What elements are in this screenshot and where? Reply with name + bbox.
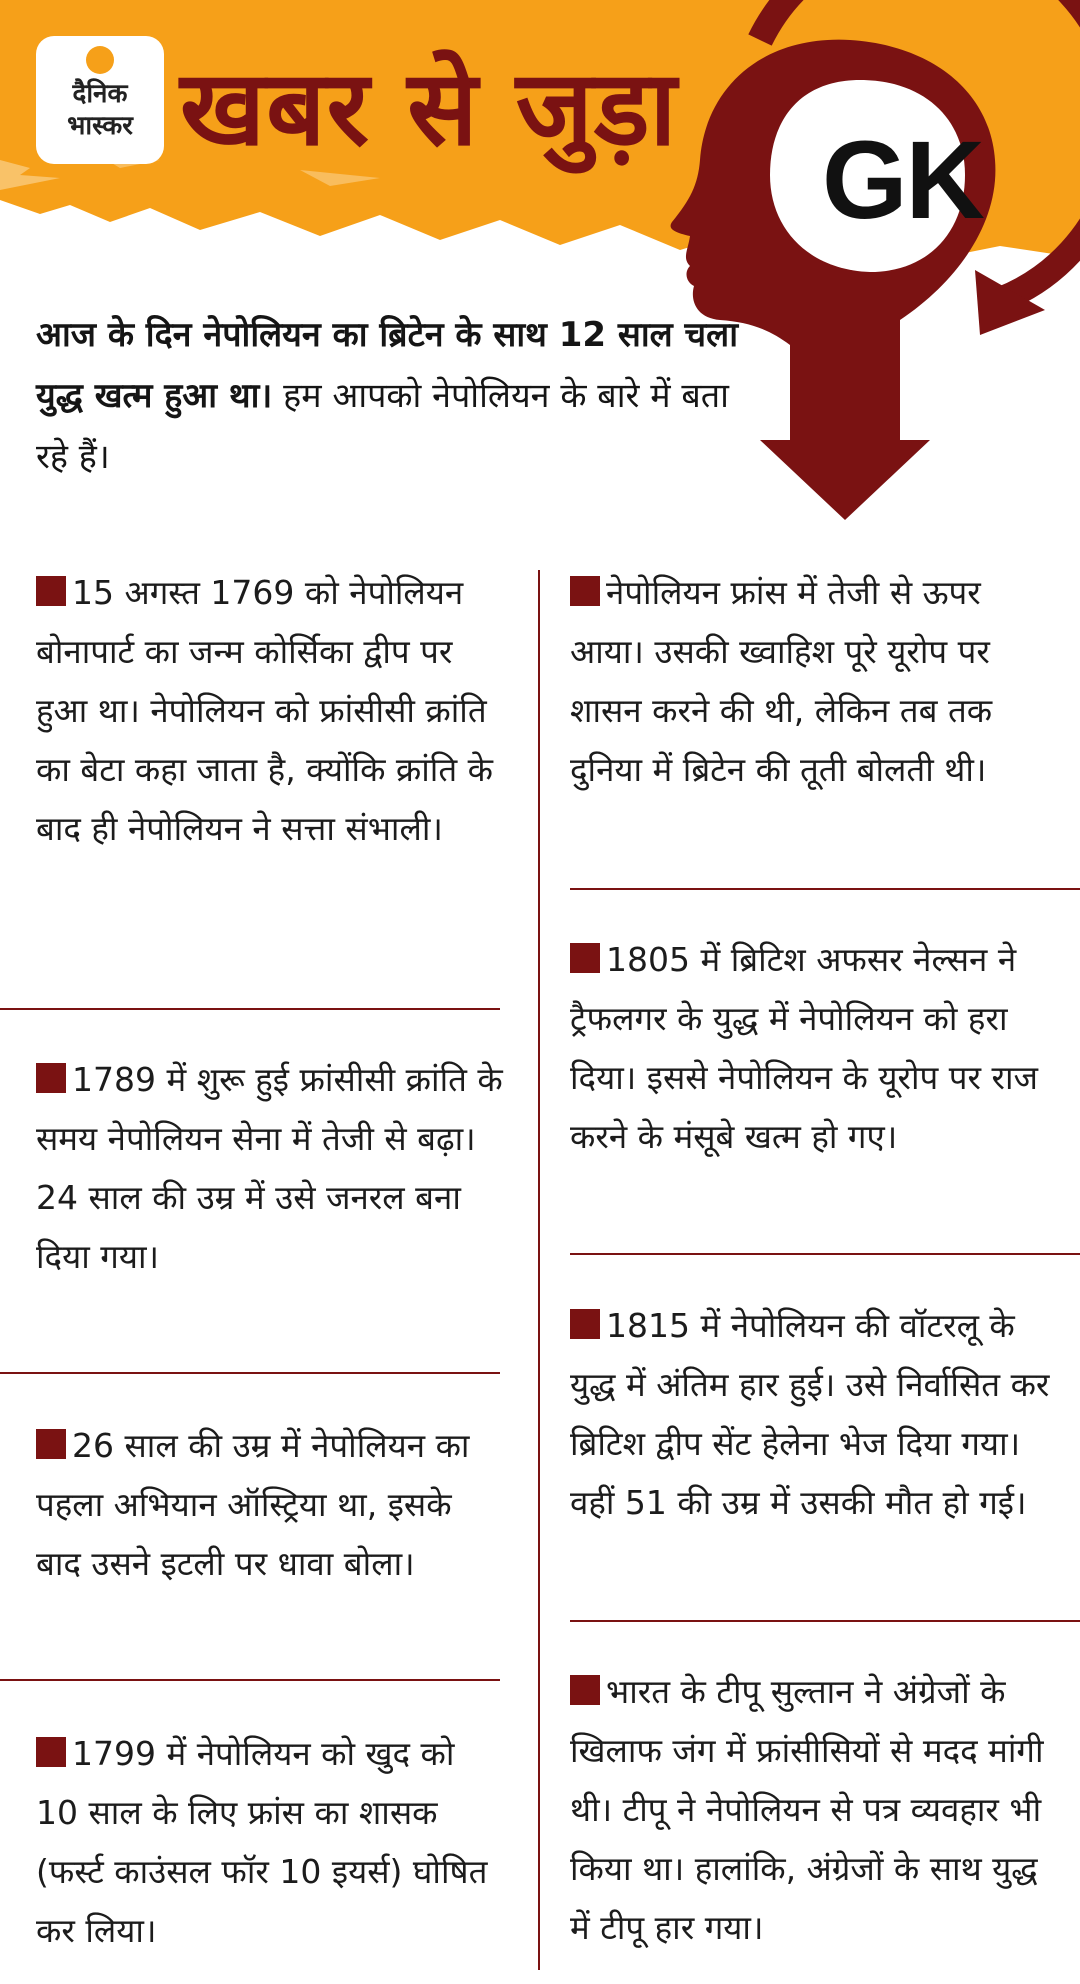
fact-text: 1799 में नेपोलियन को खुद को 10 साल के लिए फ्रांस का शासक (फर्स्ट काउंसल फॉर 10 इयर्स) घोषित कर लिया। [36, 1734, 488, 1950]
right-divider-2 [570, 1253, 1080, 1255]
fact-text: 26 साल की उम्र में नेपोलियन का पहला अभियान ऑस्ट्रिया था, इसके बाद उसने इटली पर धावा बोला। [36, 1426, 470, 1583]
square-bullet-icon [570, 576, 600, 606]
left-divider-3 [0, 1679, 500, 1681]
fact-text: भारत के टीपू सुल्तान ने अंग्रेजों के खिलाफ जंग में फ्रांसीसियों से मदद मांगी थी। टीपू ने नेपोलियन से पत्र व्यवहार भी किया था। हालांकि, अंग्रेजों के साथ युद्ध में टीपू हार गया। [570, 1672, 1044, 1947]
fact-item [570, 1296, 1060, 1532]
fact-item [570, 563, 1060, 799]
fact-item [36, 1050, 506, 1286]
intro-bold-text: आज के दिन नेपोलियन का ब्रिटेन के साथ 12 साल चला युद्ध खत्म हुआ था। [36, 315, 738, 416]
square-bullet-icon [570, 1309, 600, 1339]
right-divider-1 [570, 888, 1080, 890]
fact-item [36, 1416, 506, 1593]
fact-item [570, 930, 1060, 1166]
fact-item [36, 1724, 506, 1960]
left-divider-1 [0, 1008, 500, 1010]
intro-paragraph [36, 305, 756, 488]
fact-text: नेपोलियन फ्रांस में तेजी से ऊपर आया। उसकी ख्वाहिश पूरे यूरोप पर शासन करने की थी, लेकिन तब तक दुनिया में ब्रिटेन की तूती बोलती थी। [570, 573, 993, 789]
square-bullet-icon [570, 1675, 600, 1705]
gk-label: GK [822, 119, 983, 242]
square-bullet-icon [36, 576, 66, 606]
square-bullet-icon [36, 1737, 66, 1767]
fact-text: 1805 में ब्रिटिश अफसर नेल्सन ने ट्रैफलगर के युद्ध में नेपोलियन को हरा दिया। इससे नेपोलियन के यूरोप पर राज करने के मंसूबे खत्म हो गए। [570, 940, 1039, 1156]
square-bullet-icon [36, 1429, 66, 1459]
column-divider [538, 570, 540, 1970]
right-divider-3 [570, 1620, 1080, 1622]
banner-title: खबर से जुड़ा [180, 47, 678, 169]
left-divider-2 [0, 1372, 500, 1374]
logo-text-line2: भास्कर [67, 111, 133, 141]
square-bullet-icon [570, 943, 600, 973]
intro-rest-text: हम आपको नेपोलियन के बारे में बता रहे हैं। [36, 376, 729, 477]
logo-text-line1: दैनिक [72, 79, 128, 109]
fact-text: 1789 में शुरू हुई फ्रांसीसी क्रांति के समय नेपोलियन सेना में तेजी से बढ़ा। 24 साल की उम्र में उसे जनरल बना दिया गया। [36, 1060, 503, 1276]
fact-text: 1815 में नेपोलियन की वॉटरलू के युद्ध में अंतिम हार हुई। उसे निर्वासित कर ब्रिटिश द्वीप सेंट हेलेना भेज दिया गया। वहीं 51 की उम्र में उसकी मौत हो गई। [570, 1306, 1050, 1522]
fact-item [570, 1662, 1060, 1957]
fact-item [36, 563, 506, 858]
square-bullet-icon [36, 1063, 66, 1093]
fact-text: 15 अगस्त 1769 को नेपोलियन बोनापार्ट का जन्म कोर्सिका द्वीप पर हुआ था। नेपोलियन को फ्रांसीसी क्रांति का बेटा कहा जाता है, क्योंकि क्रांति के बाद ही नेपोलियन ने सत्ता संभाली। [36, 573, 493, 848]
